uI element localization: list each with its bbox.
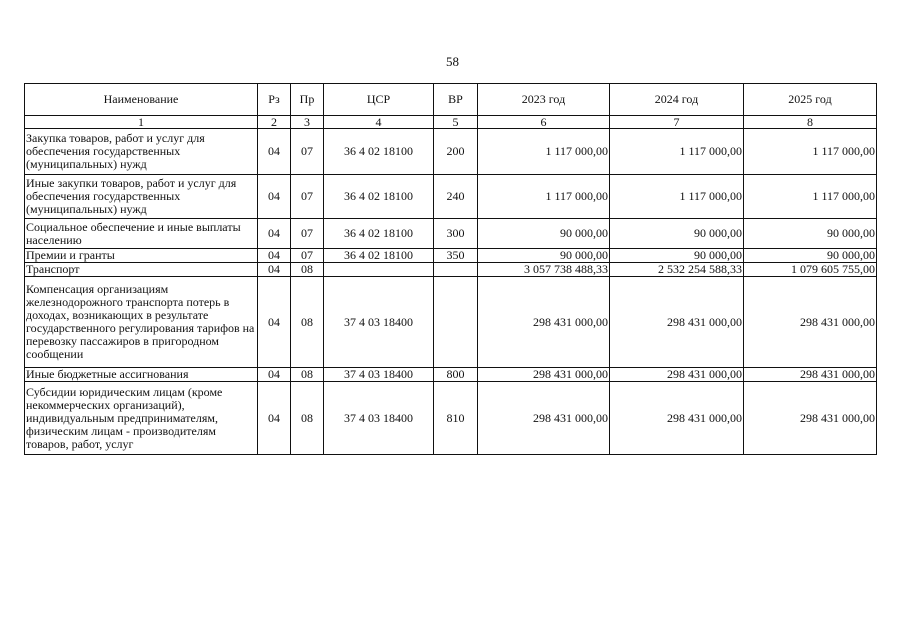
row-amount-2024: 298 431 000,00 — [610, 382, 744, 455]
row-csr: 37 4 03 18400 — [324, 368, 434, 382]
row-rz: 04 — [258, 249, 291, 263]
col-number: 1 — [25, 116, 258, 129]
header-row — [25, 84, 877, 116]
row-amount-2024: 2 532 254 588,33 — [610, 263, 744, 277]
row-amount-2024: 298 431 000,00 — [610, 277, 744, 368]
row-rz: 04 — [258, 277, 291, 368]
row-amount-2024: 1 117 000,00 — [610, 175, 744, 219]
col-number: 2 — [258, 116, 291, 129]
row-rz: 04 — [258, 263, 291, 277]
row-amount-2024: 298 431 000,00 — [610, 368, 744, 382]
row-csr: 36 4 02 18100 — [324, 219, 434, 249]
row-pr: 07 — [291, 249, 324, 263]
table-row — [25, 249, 877, 263]
row-amount-2024: 90 000,00 — [610, 219, 744, 249]
row-name: Компенсация организациям железнодорожного транспорта потерь в доходах, возникающих в результате государственного регулирования тарифов на перевозку пассажиров в пригородном сообщении — [25, 277, 258, 368]
row-amount-2025: 90 000,00 — [744, 219, 877, 249]
col-header-2024: 2024 год — [610, 84, 744, 116]
row-pr: 08 — [291, 263, 324, 277]
budget-table — [24, 83, 877, 455]
row-name: Иные бюджетные ассигнования — [25, 368, 258, 382]
col-header-name: Наименование — [25, 84, 258, 116]
row-amount-2023: 298 431 000,00 — [478, 277, 610, 368]
table-row — [25, 277, 877, 368]
row-csr: 36 4 02 18100 — [324, 175, 434, 219]
row-name: Закупка товаров, работ и услуг для обеспечения государственных (муниципальных) нужд — [25, 129, 258, 175]
row-amount-2025: 298 431 000,00 — [744, 382, 877, 455]
row-pr: 07 — [291, 129, 324, 175]
col-number: 6 — [478, 116, 610, 129]
row-amount-2023: 90 000,00 — [478, 219, 610, 249]
col-number: 4 — [324, 116, 434, 129]
col-number: 5 — [434, 116, 478, 129]
row-vr — [434, 277, 478, 368]
col-header-vr: ВР — [434, 84, 478, 116]
col-number: 3 — [291, 116, 324, 129]
row-amount-2024: 1 117 000,00 — [610, 129, 744, 175]
row-csr: 36 4 02 18100 — [324, 249, 434, 263]
col-header-csr: ЦСР — [324, 84, 434, 116]
row-amount-2023: 298 431 000,00 — [478, 368, 610, 382]
row-vr: 240 — [434, 175, 478, 219]
row-pr: 08 — [291, 368, 324, 382]
row-vr — [434, 263, 478, 277]
row-name: Социальное обеспечение и иные выплаты населению — [25, 219, 258, 249]
row-pr: 08 — [291, 277, 324, 368]
row-amount-2025: 298 431 000,00 — [744, 368, 877, 382]
row-name: Субсидии юридическим лицам (кроме некоммерческих организаций), индивидуальным предпринимателям, физическим лицам - производителям товаров, работ, услуг — [25, 382, 258, 455]
row-vr: 800 — [434, 368, 478, 382]
table-row — [25, 129, 877, 175]
row-amount-2024: 90 000,00 — [610, 249, 744, 263]
row-amount-2025: 1 117 000,00 — [744, 129, 877, 175]
row-vr: 810 — [434, 382, 478, 455]
col-header-pr: Пр — [291, 84, 324, 116]
row-vr: 200 — [434, 129, 478, 175]
row-rz: 04 — [258, 219, 291, 249]
col-header-2023: 2023 год — [478, 84, 610, 116]
row-pr: 07 — [291, 219, 324, 249]
row-csr: 37 4 03 18400 — [324, 277, 434, 368]
row-amount-2025: 298 431 000,00 — [744, 277, 877, 368]
column-number-row — [25, 116, 877, 129]
row-pr: 08 — [291, 382, 324, 455]
row-csr: 37 4 03 18400 — [324, 382, 434, 455]
row-amount-2023: 90 000,00 — [478, 249, 610, 263]
row-rz: 04 — [258, 368, 291, 382]
row-amount-2025: 1 117 000,00 — [744, 175, 877, 219]
row-amount-2025: 1 079 605 755,00 — [744, 263, 877, 277]
row-csr: 36 4 02 18100 — [324, 129, 434, 175]
table-row — [25, 219, 877, 249]
col-header-2025: 2025 год — [744, 84, 877, 116]
row-name: Иные закупки товаров, работ и услуг для обеспечения государственных (муниципальных) нужд — [25, 175, 258, 219]
row-rz: 04 — [258, 129, 291, 175]
row-csr — [324, 263, 434, 277]
col-header-rz: Рз — [258, 84, 291, 116]
row-amount-2023: 3 057 738 488,33 — [478, 263, 610, 277]
row-name: Транспорт — [25, 263, 258, 277]
page-number: 58 — [446, 54, 459, 69]
row-amount-2023: 1 117 000,00 — [478, 129, 610, 175]
col-number: 8 — [744, 116, 877, 129]
table-row — [25, 175, 877, 219]
row-rz: 04 — [258, 382, 291, 455]
table-row — [25, 263, 877, 277]
col-number: 7 — [610, 116, 744, 129]
row-pr: 07 — [291, 175, 324, 219]
row-rz: 04 — [258, 175, 291, 219]
row-vr: 350 — [434, 249, 478, 263]
row-name: Премии и гранты — [25, 249, 258, 263]
row-amount-2023: 298 431 000,00 — [478, 382, 610, 455]
row-vr: 300 — [434, 219, 478, 249]
row-amount-2025: 90 000,00 — [744, 249, 877, 263]
table-row — [25, 368, 877, 382]
row-amount-2023: 1 117 000,00 — [478, 175, 610, 219]
table-row — [25, 382, 877, 455]
